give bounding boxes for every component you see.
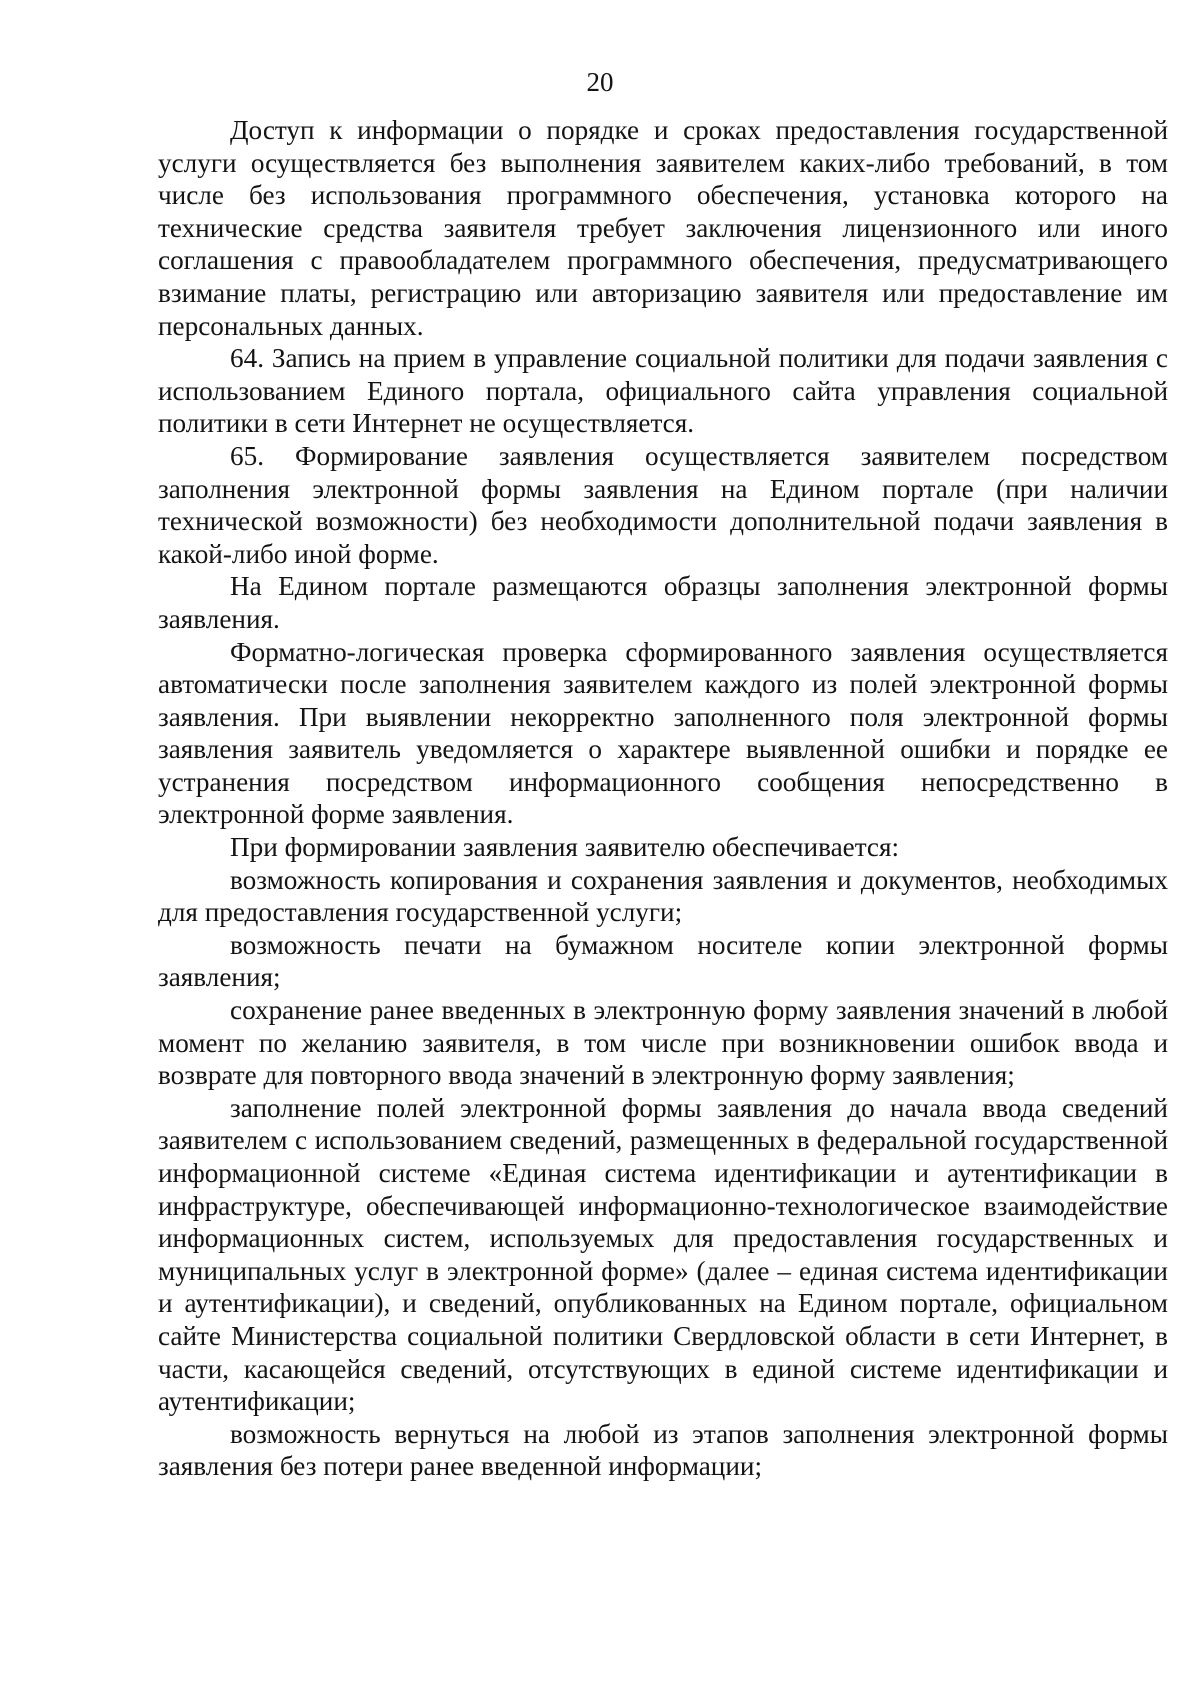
list-item-copy-save: возможность копирования и сохранения заявления и документов, необходимых для предоставления государственной услуги;	[158, 864, 1168, 928]
list-item-print: возможность печати на бумажном носителе копии электронной формы заявления;	[158, 929, 1168, 993]
page-number: 20	[586, 67, 614, 97]
paragraph-65-application-forming: 65. Формирование заявления осуществляется заявителем посредством заполнения электронной формы заявления на Едином портале (при наличии технической возможности) без необходимости дополнительной подачи заявления в какой-либо иной форме.	[158, 440, 1168, 569]
paragraph-access-info: Доступ к информации о порядке и сроках предоставления государственной услуги осуществляется без выполнения заявителем каких-либо требований, в том числе без использования программного обеспечения, установка которого на технические средства заявителя требует заключения лицензионного или иного соглашения с правообладателем программного обеспечения, предусматривающего взимание платы, регистрацию или авторизацию заявителя или предоставление им персональных данных.	[158, 115, 1168, 341]
paragraph-provisions-intro: При формировании заявления заявителю обеспечивается:	[230, 832, 900, 863]
paragraph-format-check: Форматно-логическая проверка сформированного заявления осуществляется автоматически после заполнения заявителем каждого из полей электронной формы заявления. При выявлении некорректно заполненного поля электронной формы заявления заявитель уведомляется о характере выявленной ошибки и порядке ее устранения посредством информационного сообщения непосредственно в электронной форме заявления.	[158, 636, 1168, 830]
paragraph-64-appointment: 64. Запись на прием в управление социальной политики для подачи заявления с использованием Единого портала, официального сайта управления социальной политики в сети Интернет не осуществляется.	[158, 343, 1168, 439]
paragraph-form-samples: На Едином портале размещаются образцы заполнения электронной формы заявления.	[158, 571, 1168, 634]
list-item-prefill: заполнение полей электронной формы заявления до начала ввода сведений заявителем с использованием сведений, размещенных в федеральной государственной информационной системе «Единая система идентификации и аутентификации в инфраструктуре, обеспечивающей информационно-технологическое взаимодействие информационных систем, используемых для предоставления государственных и муниципальных услуг в электронной форме» (далее – единая система идентификации и аутентификации), и сведений, опубликованных на Едином портале, официальном сайте Министерства социальной политики Свердловской области в сети Интернет, в части, касающейся сведений, отсутствующих в единой системе идентификации и аутентификации;	[158, 1092, 1168, 1417]
document-body	[158, 114, 1168, 1483]
list-item-return-to-step: возможность вернуться на любой из этапов заполнения электронной формы заявления без потери ранее введенной информации;	[158, 1418, 1168, 1482]
list-item-preserve-values: сохранение ранее введенных в электронную форму заявления значений в любой момент по желанию заявителя, в том числе при возникновении ошибок ввода и возврате для повторного ввода значений в электронную форму заявления;	[158, 995, 1168, 1091]
